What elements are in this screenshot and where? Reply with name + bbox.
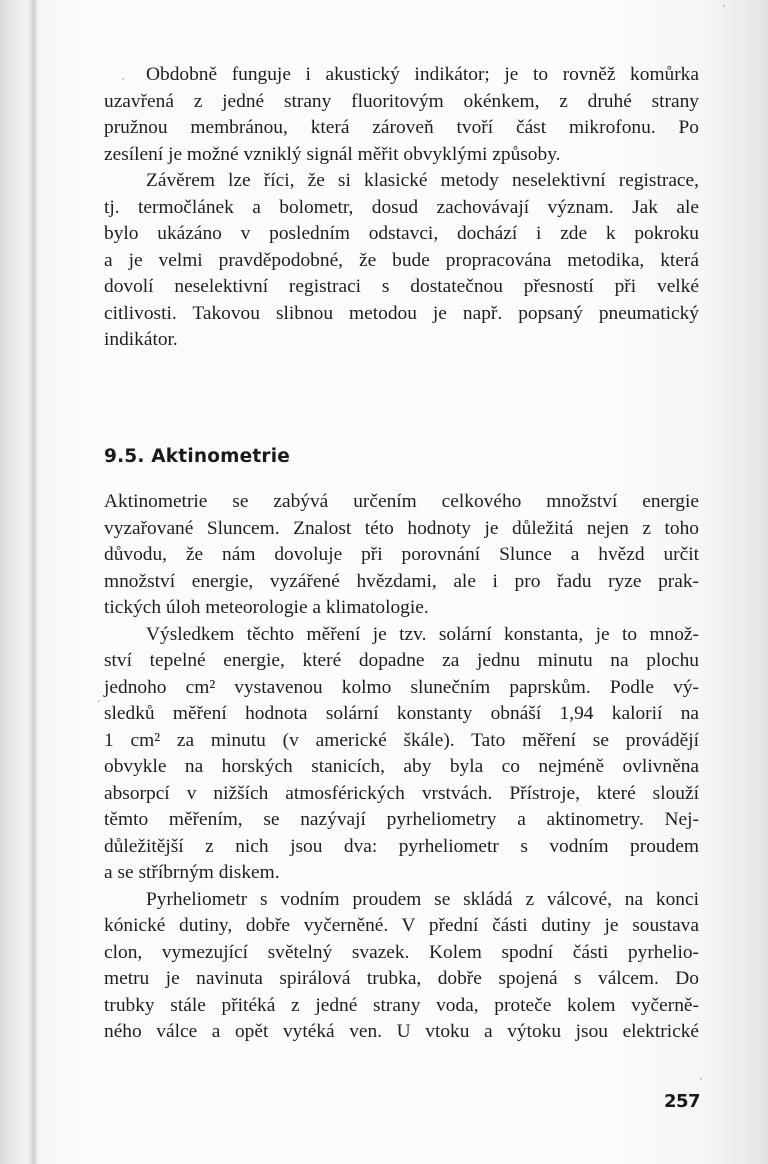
text-line: absorpcí v nižších atmosférických vrstvách. Přístroje, které slouží: [104, 782, 699, 804]
text-line: sledků měření hodnota solární konstanty obnáší 1,94 kalorií na: [104, 703, 699, 724]
text-line: tj. termočlánek a bolometr, dosud zachovávají význam. Jak ale: [104, 196, 699, 218]
paper-speck: [700, 1078, 702, 1080]
paragraph-acoustic-indicator: [104, 62, 699, 168]
paragraph-conclusion: [104, 168, 699, 354]
paper-speck: [723, 5, 725, 7]
text-line: množství energie, vyzářené hvězdami, ale i pro řadu ryze prak-: [104, 570, 699, 592]
text-line: jednoho cm² vystavenou kolmo slunečním paprskům. Podle vý-: [104, 676, 699, 698]
section-heading: [104, 446, 290, 467]
text-line: ství tepelné energie, které dopadne za jednu minutu na plochu: [104, 650, 699, 671]
section-number: 9.5.: [104, 446, 145, 467]
paper-speck: [98, 700, 100, 702]
text-line: uzavřená z jedné strany fluoritovým okénkem, z druhé strany: [104, 90, 699, 112]
section-body: [104, 489, 699, 1046]
text-line: citlivosti. Takovou slibnou metodou je např. popsaný pneumatický: [104, 302, 699, 324]
text-line: indikátor.: [104, 329, 178, 350]
page-number: 257: [664, 1091, 701, 1112]
text-line: metru je navinuta spirálová trubka, dobře spojená s válcem. Do: [104, 968, 699, 989]
text-line: kónické dutiny, dobře vyčerněné. V přední části dutiny je soustava: [104, 915, 699, 936]
text-line: Obdobně funguje i akustický indikátor; je to rovněž komůrka: [146, 64, 699, 85]
text-line: trubky stále přitéká z jedné strany voda, proteče kolem vyčerně-: [104, 994, 699, 1016]
text-line: Aktinometrie se zabývá určením celkového množství energie: [104, 491, 699, 512]
text-line: důvodu, že nám dovoluje při porovnání Slunce a hvězd určit: [104, 544, 699, 565]
section-title: Aktinometrie: [151, 446, 291, 467]
text-line: důležitější z nich jsou dva: pyrheliometr s vodním proudem: [104, 835, 699, 857]
text-line: obvykle na horských stanicích, aby byla co nejméně ovlivněna: [104, 756, 699, 777]
text-line: dovolí neselektivní registraci s dostatečnou přesností při velké: [104, 276, 699, 297]
text-line: tických úloh meteorologie a klimatologie.: [104, 597, 429, 618]
text-line: 1 cm² za minutu (v americké škále). Tato měření se provádějí: [104, 729, 699, 751]
text-line: clon, vymezující světelný svazek. Kolem spodní části pyrhelio-: [104, 941, 699, 963]
text-line: vyzařované Sluncem. Znalost této hodnoty je důležitá nejen z toho: [104, 517, 699, 539]
text-line: a se stříbrným diskem.: [104, 862, 280, 883]
text-line: a je velmi pravděpodobné, že bude propracována metodika, která: [104, 249, 699, 271]
text-line: Pyrheliometr s vodním proudem se skládá z válcové, na konci: [146, 888, 699, 910]
text-line: Závěrem lze říci, že si klasické metody neselektivní registrace,: [146, 170, 699, 191]
text-line: zesílení je možné vzniklý signál měřit obvyklými způsoby.: [104, 143, 561, 165]
text-line: ného válce a opět vytéká ven. U vtoku a výtoku jsou elektrické: [104, 1021, 699, 1042]
text-line: bylo ukázáno v posledním odstavci, dochází i zde k pokroku: [104, 223, 699, 244]
paragraph-actinometry-intro: [104, 489, 699, 622]
intro-text: [104, 62, 699, 354]
paragraph-solar-constant: [104, 622, 699, 887]
paragraph-pyrheliometer: [104, 887, 699, 1046]
paper-speck: [122, 78, 124, 80]
text-line: těmto měřením, se nazývají pyrheliometry a aktinometry. Nej-: [104, 809, 699, 830]
text-line: pružnou membránou, která zároveň tvoří část mikrofonu. Po: [104, 117, 699, 138]
text-line: Výsledkem těchto měření je tzv. solární konstanta, je to množ-: [146, 623, 699, 645]
